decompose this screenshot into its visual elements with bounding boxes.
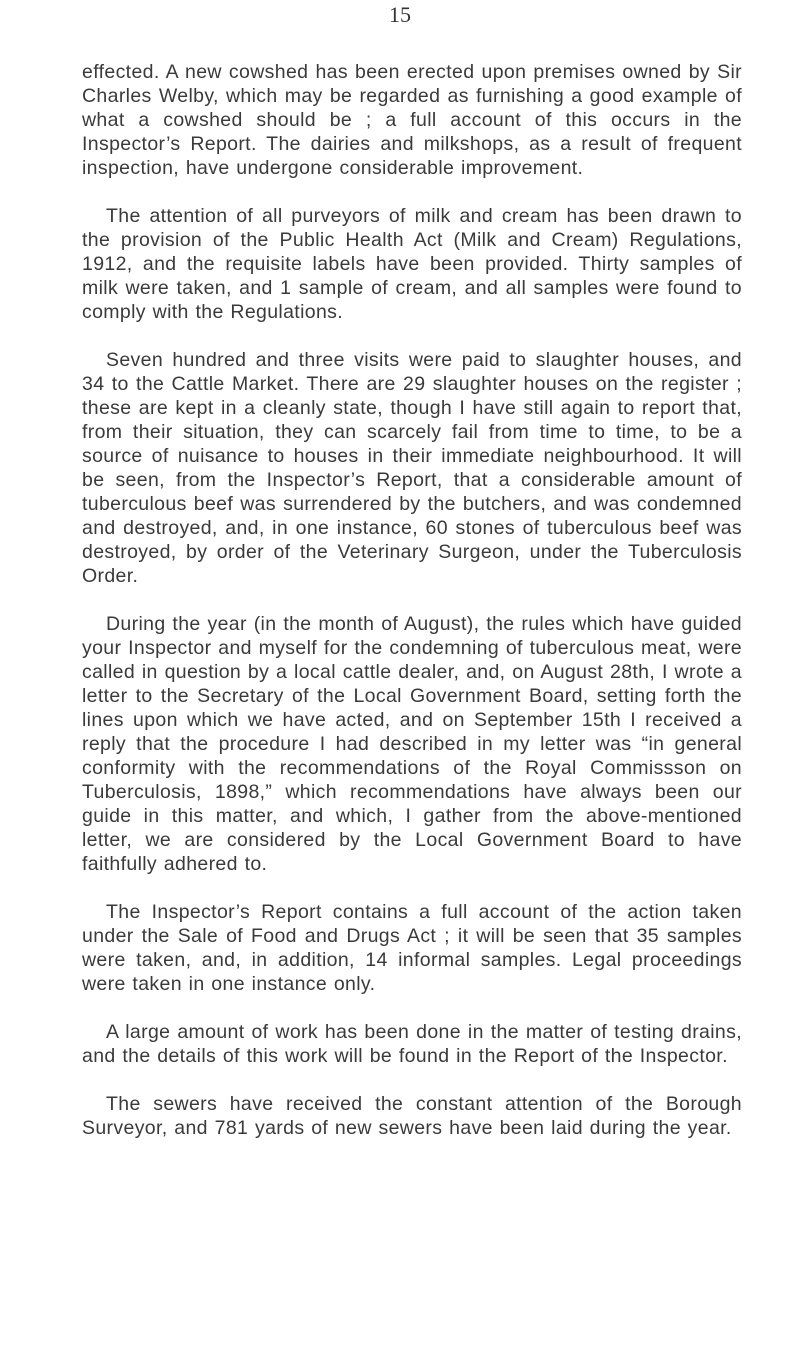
paragraph-food-drugs-act: The Inspector’s Report contains a full account of the action taken under the Sale of Food and Drugs Act ; it will be seen that 35 samples were taken, and, in addition, 14 informal samples. Legal proceedings were taken in one instance only. [82,901,742,995]
paragraph-testing-drains: A large amount of work has been done in the matter of testing drains, and the details of this work will be found in the Report of the Inspector. [82,1021,742,1067]
paragraph-tuberculous-meat: During the year (in the month of August), the rules which have guided your Inspector and myself for the condemning of tuberculous meat, were called in question by a local cattle dealer, and, on August 28th, I wrote a letter to the Secretary of the Local Government Board, setting forth the lines upon which we have acted, and on September 15th I received a reply that the procedure I had described in my letter was “in general conformity with the recommendations of the Royal Commissson on Tuberculosis, 1898,” which recommendations have always been our guide in this matter, and which, I gather from the above-mentioned letter, we are considered by the Local Government Board to have faithfully adhered to. [82,613,742,875]
page-number: 15 [389,2,411,27]
paragraph-slaughter-houses: Seven hundred and three visits were paid to slaughter houses, and 34 to the Cattle Market. There are 29 slaughter houses on the register ; these are kept in a cleanly state, though I have still again to report that, from their situation, they can scarcely fail from time to time, to be a source of nuisance to houses in their immediate neighbourhood. It will be seen, from the Inspector’s Report, that a considerable amount of tuberculous beef was surrendered by the butchers, and was condemned and destroyed, and, in one instance, 60 stones of tuberculous beef was destroyed, by order of the Veterinary Surgeon, under the Tuberculosis Order. [82,349,742,587]
paragraph-sewers: The sewers have received the constant attention of the Borough Surveyor, and 781 yards of new sewers have been laid during the year. [82,1093,742,1139]
paragraph-cowshed: effected. A new cowshed has been erected upon premises owned by Sir Charles Welby, which may be regarded as furnishing a good example of what a cowshed should be ; a full account of this occurs in the Inspector’s Report. The dairies and milkshops, as a result of frequent inspection, have undergone considerable improvement. [82,61,742,179]
paragraph-milk-cream: The attention of all purveyors of milk and cream has been drawn to the provision of the Public Health Act (Milk and Cream) Regulations, 1912, and the requisite labels have been provided. Thirty samples of milk were taken, and 1 sample of cream, and all samples were found to comply with the Regulations. [82,205,742,323]
body-text [82,60,742,1164]
